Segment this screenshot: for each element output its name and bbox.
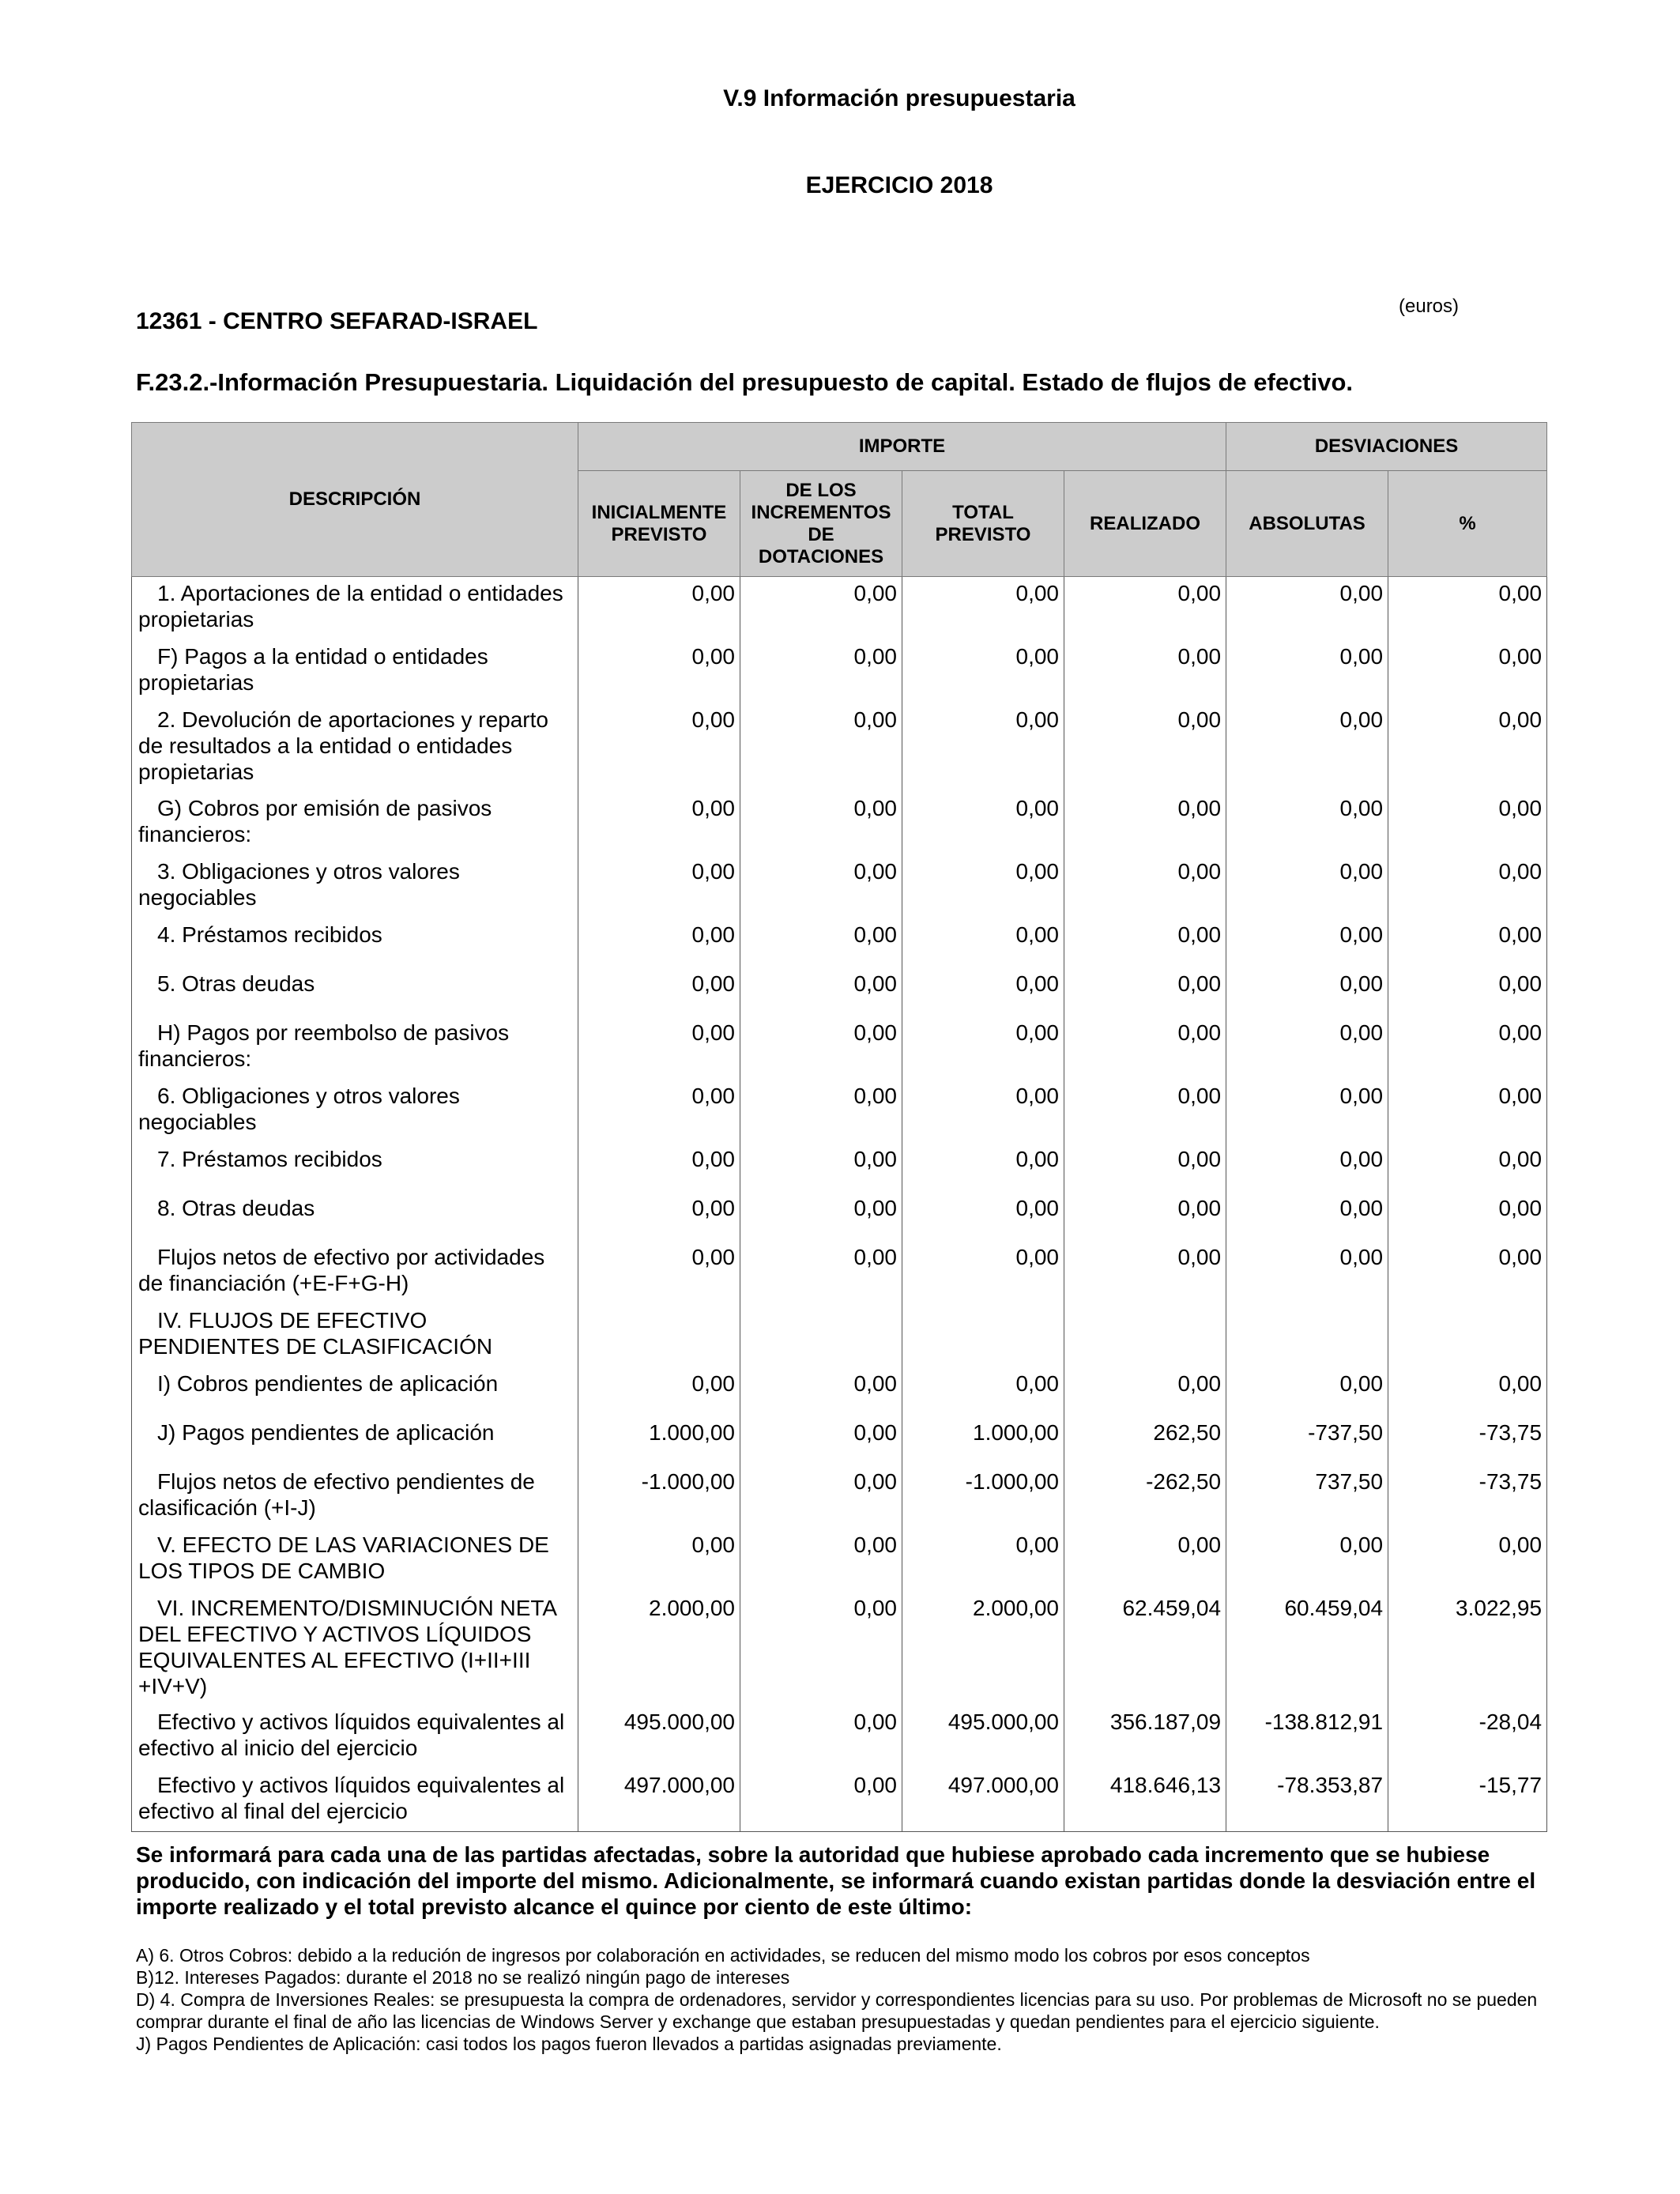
row-description: 3. Obligaciones y otros valores negociables — [132, 855, 578, 918]
table-row — [132, 855, 1547, 918]
row-value: 60.459,04 — [1226, 1592, 1388, 1706]
row-value: 0,00 — [1226, 1143, 1388, 1192]
row-value: 356.187,09 — [1064, 1706, 1226, 1769]
table-row — [132, 1529, 1547, 1592]
row-value: 0,00 — [902, 918, 1064, 967]
row-value: 0,00 — [1226, 1016, 1388, 1080]
row-value: 0,00 — [902, 1241, 1064, 1304]
note-item: D) 4. Compra de Inversiones Reales: se presupuesta la compra de ordenadores, servidor y correspondientes licencias para su uso. Por problemas de Microsoft no se pueden comprar durante el final de año las licencias de Windows Server y exchange que estaban presupuestadas y quedan pendientes para el ejercicio siguiente. — [136, 1989, 1538, 2032]
row-value: 0,00 — [902, 792, 1064, 855]
table-row — [132, 792, 1547, 855]
row-value: -73,75 — [1388, 1416, 1547, 1465]
row-value: 497.000,00 — [902, 1769, 1064, 1832]
row-value: 0,00 — [1064, 640, 1226, 703]
row-value: 0,00 — [1388, 918, 1547, 967]
row-description: 7. Préstamos recibidos — [132, 1143, 578, 1192]
note-item: A) 6. Otros Cobros: debido a la redución de ingresos por colaboración en actividades, se reducen del mismo modo los cobros por esos conceptos — [136, 1945, 1310, 1966]
row-value: 0,00 — [578, 1241, 740, 1304]
row-value: 0,00 — [1226, 1367, 1388, 1416]
row-value: 0,00 — [578, 1080, 740, 1143]
row-value: 495.000,00 — [578, 1706, 740, 1769]
row-value — [902, 1304, 1064, 1367]
row-description: F) Pagos a la entidad o entidades propietarias — [132, 640, 578, 703]
row-value: 0,00 — [1388, 1529, 1547, 1592]
row-value: 0,00 — [1226, 918, 1388, 967]
row-description: J) Pagos pendientes de aplicación — [132, 1416, 578, 1465]
row-value: 0,00 — [578, 1529, 740, 1592]
row-value: 0,00 — [1226, 577, 1388, 640]
row-value: 0,00 — [1064, 967, 1226, 1016]
col-header-descripcion: DESCRIPCIÓN — [132, 423, 578, 577]
row-value: 62.459,04 — [1064, 1592, 1226, 1706]
row-value: 0,00 — [1226, 792, 1388, 855]
row-value: 0,00 — [740, 577, 902, 640]
row-value: -1.000,00 — [578, 1465, 740, 1529]
row-value: 0,00 — [740, 1192, 902, 1241]
table-row — [132, 1143, 1547, 1192]
row-value: 0,00 — [1388, 1367, 1547, 1416]
row-value: 0,00 — [740, 703, 902, 792]
row-description: I) Cobros pendientes de aplicación — [132, 1367, 578, 1416]
row-value: 0,00 — [740, 1769, 902, 1832]
row-description: 8. Otras deudas — [132, 1192, 578, 1241]
row-description: 6. Obligaciones y otros valores negociables — [132, 1080, 578, 1143]
row-description: IV. FLUJOS DE EFECTIVO PENDIENTES DE CLASIFICACIÓN — [132, 1304, 578, 1367]
row-value: 0,00 — [1388, 792, 1547, 855]
row-value: 3.022,95 — [1388, 1592, 1547, 1706]
row-value: 0,00 — [902, 577, 1064, 640]
row-description: 5. Otras deudas — [132, 967, 578, 1016]
table-row — [132, 918, 1547, 967]
row-value: 0,00 — [578, 1143, 740, 1192]
row-value: 418.646,13 — [1064, 1769, 1226, 1832]
row-value: 2.000,00 — [902, 1592, 1064, 1706]
row-value — [1064, 1304, 1226, 1367]
row-value: 0,00 — [902, 1143, 1064, 1192]
table-row — [132, 1192, 1547, 1241]
row-value: 0,00 — [740, 1706, 902, 1769]
report-subtitle: F.23.2.-Información Presupuestaria. Liquidación del presupuesto de capital. Estado de flujos de efectivo. — [136, 368, 1354, 396]
row-description: Efectivo y activos líquidos equivalentes al efectivo al inicio del ejercicio — [132, 1706, 578, 1769]
row-value: 0,00 — [740, 792, 902, 855]
table-row — [132, 1080, 1547, 1143]
table-row — [132, 1769, 1547, 1832]
row-value: 0,00 — [740, 1143, 902, 1192]
cash-flow-table — [131, 422, 1547, 1832]
row-value: 0,00 — [1388, 703, 1547, 792]
table-row — [132, 1016, 1547, 1080]
row-value: 0,00 — [1388, 577, 1547, 640]
row-value: 0,00 — [902, 640, 1064, 703]
row-value: 0,00 — [740, 1080, 902, 1143]
row-value: 0,00 — [740, 1416, 902, 1465]
row-value: 0,00 — [902, 703, 1064, 792]
row-value: 0,00 — [1388, 1016, 1547, 1080]
row-value: 497.000,00 — [578, 1769, 740, 1832]
table-row — [132, 1416, 1547, 1465]
row-value: 0,00 — [1064, 1143, 1226, 1192]
row-value: 0,00 — [578, 1192, 740, 1241]
row-value: 0,00 — [578, 1367, 740, 1416]
notes-list — [136, 1944, 1550, 2055]
table-row — [132, 1367, 1547, 1416]
row-value: 0,00 — [902, 1016, 1064, 1080]
row-description: Flujos netos de efectivo por actividades de financiación (+E-F+G-H) — [132, 1241, 578, 1304]
row-value: 0,00 — [1388, 640, 1547, 703]
row-value: 0,00 — [578, 1016, 740, 1080]
row-value: 495.000,00 — [902, 1706, 1064, 1769]
row-description: Efectivo y activos líquidos equivalentes al efectivo al final del ejercicio — [132, 1769, 578, 1832]
row-value — [1226, 1304, 1388, 1367]
row-description: 2. Devolución de aportaciones y reparto de resultados a la entidad o entidades propietarias — [132, 703, 578, 792]
row-value: 1.000,00 — [578, 1416, 740, 1465]
col-header-realizado: REALIZADO — [1064, 471, 1226, 577]
row-description: Flujos netos de efectivo pendientes de clasificación (+I-J) — [132, 1465, 578, 1529]
row-description: G) Cobros por emisión de pasivos financieros: — [132, 792, 578, 855]
row-value: 0,00 — [1064, 703, 1226, 792]
section-title: V.9 Información presupuestaria — [723, 85, 1075, 111]
row-value: 0,00 — [740, 1016, 902, 1080]
row-value: 0,00 — [902, 1192, 1064, 1241]
row-value: 0,00 — [1226, 640, 1388, 703]
row-value: 0,00 — [740, 640, 902, 703]
row-value: 0,00 — [578, 855, 740, 918]
row-value: 0,00 — [1064, 1016, 1226, 1080]
row-value: -138.812,91 — [1226, 1706, 1388, 1769]
row-value: -737,50 — [1226, 1416, 1388, 1465]
table-row — [132, 1241, 1547, 1304]
row-value: -15,77 — [1388, 1769, 1547, 1832]
row-description: V. EFECTO DE LAS VARIACIONES DE LOS TIPOS DE CAMBIO — [132, 1529, 578, 1592]
row-value: 0,00 — [1226, 967, 1388, 1016]
currency-units: (euros) — [1399, 296, 1460, 317]
row-value: -1.000,00 — [902, 1465, 1064, 1529]
row-value: 737,50 — [1226, 1465, 1388, 1529]
row-value: 0,00 — [1388, 1241, 1547, 1304]
row-description: VI. INCREMENTO/DISMINUCIÓN NETA DEL EFECTIVO Y ACTIVOS LÍQUIDOS EQUIVALENTES AL EFECTIVO (I+II+III +IV+V) — [132, 1592, 578, 1706]
row-value: -28,04 — [1388, 1706, 1547, 1769]
row-value: 262,50 — [1064, 1416, 1226, 1465]
table-row — [132, 1304, 1547, 1367]
row-value — [578, 1304, 740, 1367]
col-header-total: TOTAL PREVISTO — [902, 471, 1064, 577]
row-value — [1388, 1304, 1547, 1367]
row-value: 0,00 — [1226, 1192, 1388, 1241]
entity-name: 12361 - CENTRO SEFARAD-ISRAEL — [136, 308, 538, 334]
table-row — [132, 1706, 1547, 1769]
row-value: 0,00 — [1388, 1143, 1547, 1192]
note-item: J) Pagos Pendientes de Aplicación: casi todos los pagos fueron llevados a partidas asignadas previamente. — [136, 2034, 1002, 2054]
row-value: 0,00 — [740, 1529, 902, 1592]
group-header-importe: IMPORTE — [578, 423, 1226, 471]
row-value: 0,00 — [740, 1592, 902, 1706]
col-header-incrementos: DE LOS INCREMENTOS DE DOTACIONES — [740, 471, 902, 577]
row-value: 1.000,00 — [902, 1416, 1064, 1465]
table-row — [132, 1465, 1547, 1529]
row-value: 0,00 — [578, 967, 740, 1016]
row-value: 0,00 — [902, 1367, 1064, 1416]
table-row — [132, 640, 1547, 703]
row-value: 0,00 — [1388, 1080, 1547, 1143]
row-value: 0,00 — [1064, 1367, 1226, 1416]
row-value: 0,00 — [1064, 1080, 1226, 1143]
row-value: 0,00 — [1064, 792, 1226, 855]
row-value: 0,00 — [578, 640, 740, 703]
row-value — [740, 1304, 902, 1367]
note-item: B)12. Intereses Pagados: durante el 2018 no se realizó ningún pago de intereses — [136, 1967, 790, 1988]
row-value: 0,00 — [740, 1465, 902, 1529]
table-row — [132, 577, 1547, 640]
row-value: 0,00 — [902, 855, 1064, 918]
row-value: -78.353,87 — [1226, 1769, 1388, 1832]
col-header-pct: % — [1388, 471, 1547, 577]
row-value: 0,00 — [1388, 967, 1547, 1016]
row-value: 0,00 — [902, 967, 1064, 1016]
row-value: 0,00 — [740, 1241, 902, 1304]
note-heading: Se informará para cada una de las partidas afectadas, sobre la autoridad que hubiese aprobado cada incremento que se hubiese producido, con indicación del importe del mismo. Adicionalmente, se informará cuando existan partidas donde la desviación entre el importe realizado y el total previsto alcance el quince por ciento de este último: — [136, 1842, 1536, 1919]
row-value: 0,00 — [578, 577, 740, 640]
row-value: 0,00 — [1064, 1241, 1226, 1304]
row-value: -73,75 — [1388, 1465, 1547, 1529]
col-header-absolutas: ABSOLUTAS — [1226, 471, 1388, 577]
row-description: H) Pagos por reembolso de pasivos financieros: — [132, 1016, 578, 1080]
row-description: 4. Préstamos recibidos — [132, 918, 578, 967]
col-header-inicial: INICIALMENTE PREVISTO — [578, 471, 740, 577]
row-value: 0,00 — [902, 1080, 1064, 1143]
row-value: 0,00 — [1226, 703, 1388, 792]
row-value: 0,00 — [1226, 855, 1388, 918]
fiscal-year: EJERCICIO 2018 — [805, 172, 993, 198]
row-value: 0,00 — [1226, 1241, 1388, 1304]
row-value: 0,00 — [1064, 1529, 1226, 1592]
row-value: 0,00 — [1388, 1192, 1547, 1241]
row-value: 0,00 — [578, 918, 740, 967]
row-value: 0,00 — [740, 855, 902, 918]
row-value: 0,00 — [1388, 855, 1547, 918]
row-value: 0,00 — [1226, 1080, 1388, 1143]
row-value: 2.000,00 — [578, 1592, 740, 1706]
row-value: 0,00 — [1064, 577, 1226, 640]
table-row — [132, 967, 1547, 1016]
row-value: 0,00 — [740, 918, 902, 967]
row-value: 0,00 — [1064, 855, 1226, 918]
row-value: 0,00 — [740, 1367, 902, 1416]
row-value: 0,00 — [1226, 1529, 1388, 1592]
group-header-desviaciones: DESVIACIONES — [1226, 423, 1547, 471]
row-value: -262,50 — [1064, 1465, 1226, 1529]
row-value: 0,00 — [902, 1529, 1064, 1592]
row-description: 1. Aportaciones de la entidad o entidades propietarias — [132, 577, 578, 640]
table-row — [132, 1592, 1547, 1706]
row-value: 0,00 — [1064, 1192, 1226, 1241]
row-value: 0,00 — [578, 792, 740, 855]
row-value: 0,00 — [578, 703, 740, 792]
row-value: 0,00 — [740, 967, 902, 1016]
row-value: 0,00 — [1064, 918, 1226, 967]
table-row — [132, 703, 1547, 792]
